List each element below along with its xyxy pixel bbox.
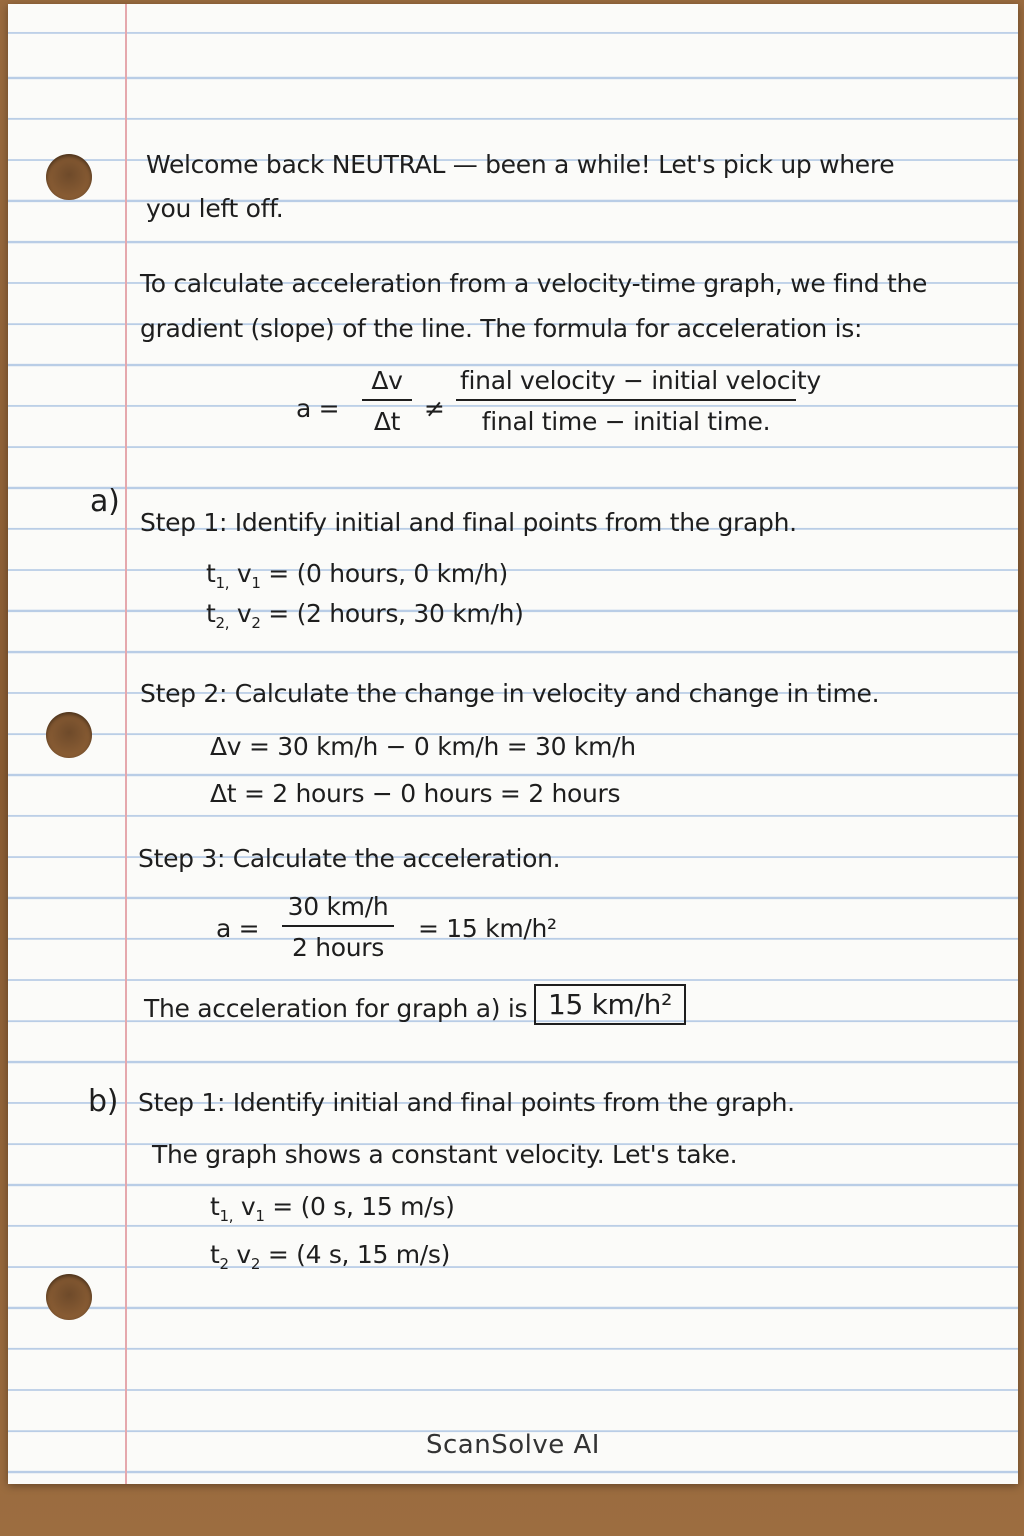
formula-a-equals: a =: [296, 394, 340, 423]
formula-dt: Δt: [373, 407, 401, 436]
footer-brand: ScanSolve AI: [426, 1430, 600, 1460]
formula-numerator: final velocity − initial velocity: [456, 366, 796, 401]
margin-line: [125, 4, 127, 1484]
formula-dv: Δv: [362, 366, 412, 401]
explanation-line-2: gradient (slope) of the line. The formula for acceleration is:: [140, 314, 863, 343]
formula-denominator: final time − initial time.: [481, 407, 771, 436]
formula-dv-dt: [362, 366, 412, 436]
part-a-result: = 15 km/h²: [418, 914, 557, 943]
part-a-delta-t: Δt = 2 hours − 0 hours = 2 hours: [210, 779, 621, 808]
part-a-fraction: [282, 892, 394, 962]
part-a-step-2: Step 2: Calculate the change in velocity and change in time.: [140, 679, 880, 708]
notebook-page: [8, 4, 1018, 1484]
part-a-answer-box: 15 km/h²: [534, 984, 686, 1025]
formula-fraction: [456, 366, 821, 436]
punch-hole: [46, 1274, 92, 1320]
part-b-step-1: Step 1: Identify initial and final points from the graph.: [138, 1088, 795, 1117]
intro-line-1: Welcome back NEUTRAL — been a while! Let's pick up where: [146, 150, 895, 179]
part-a-a-equals: a =: [216, 914, 260, 943]
part-a-conclusion: The acceleration for graph a) is: [144, 994, 528, 1023]
part-a-fraction-denominator: 2 hours: [291, 933, 385, 962]
part-b-note: The graph shows a constant velocity. Let's take.: [152, 1140, 738, 1169]
part-a-step-1: Step 1: Identify initial and final points from the graph.: [140, 508, 797, 537]
part-b-point-1: $t_{1,}$ $v_1 = (0$ s, 15 m/s): [210, 1192, 455, 1225]
part-a-delta-v: Δv = 30 km/h − 0 km/h = 30 km/h: [210, 732, 636, 761]
explanation-line-1: To calculate acceleration from a velocity-time graph, we find the: [140, 269, 928, 298]
intro-line-2: you left off.: [146, 194, 284, 223]
part-a-fraction-numerator: 30 km/h: [282, 892, 394, 927]
punch-hole: [46, 712, 92, 758]
part-b-point-2: $t_2$ $v_2 = (4$ s, 15 m/s): [210, 1240, 451, 1273]
part-a-point-1: $t_{1,}$ $v_1 = (0$ hours, 0 km/h): [206, 559, 508, 592]
part-a-point-2: $t_{2,}$ $v_2 = (2$ hours, 30 km/h): [206, 599, 524, 632]
punch-hole: [46, 154, 92, 200]
part-a-step-3: Step 3: Calculate the acceleration.: [138, 844, 561, 873]
part-b-label: b): [88, 1084, 119, 1119]
formula-neq: ≠: [424, 394, 445, 423]
part-a-label: a): [90, 484, 120, 519]
